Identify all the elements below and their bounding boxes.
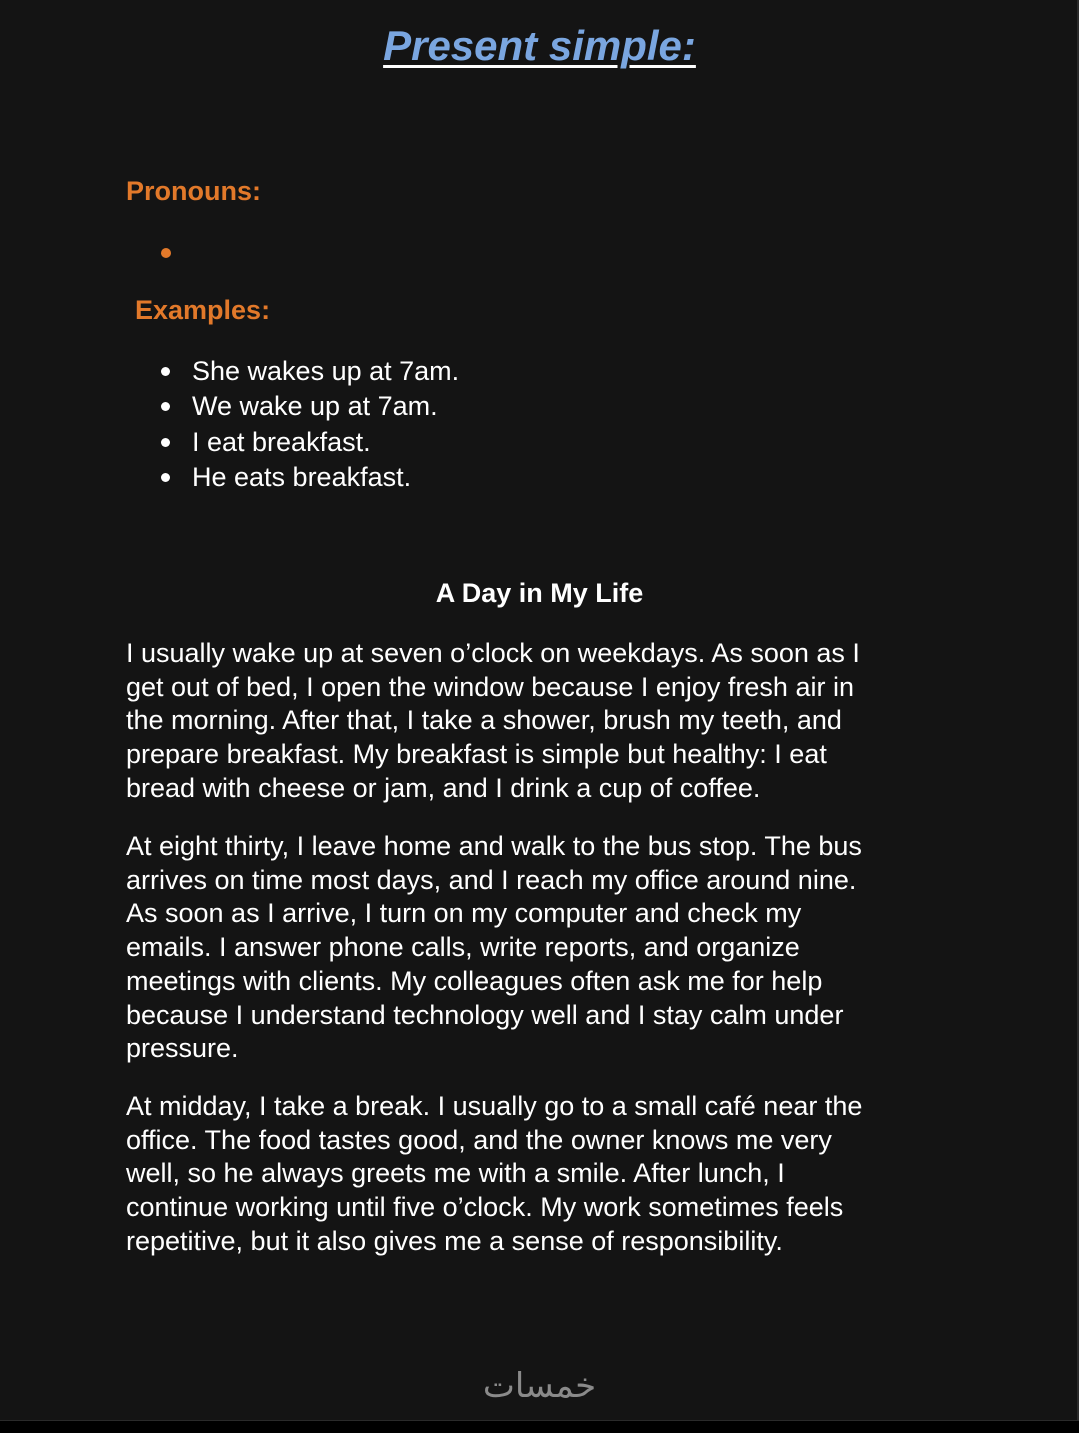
text-line: prepare breakfast. My breakfast is simple but healthy: I eat xyxy=(126,739,827,770)
page-title: Present simple: xyxy=(383,22,696,69)
list-item: She wakes up at 7am. xyxy=(160,354,459,389)
text-line: arrives on time most days, and I reach my office around nine. xyxy=(126,864,857,895)
bottom-bar xyxy=(0,1420,1079,1433)
bullet-icon xyxy=(161,402,170,411)
text-line: office. The food tastes good, and the owner knows me very xyxy=(126,1124,832,1155)
text-line: pressure. xyxy=(126,1033,239,1064)
text-line: well, so he always greets me with a smile. After lunch, I xyxy=(126,1158,785,1189)
story-paragraph-1 xyxy=(126,637,926,806)
watermark-logo: خمسات xyxy=(482,1366,597,1406)
text-line: continue working until five o’clock. My work sometimes feels xyxy=(126,1192,844,1223)
list-item: I eat breakfast. xyxy=(160,425,459,460)
text-line: I usually wake up at seven o’clock on weekdays. As soon as I xyxy=(126,638,860,668)
text-line: the morning. After that, I take a shower, brush my teeth, and xyxy=(126,705,842,736)
text-line: because I understand technology well and I stay calm under xyxy=(126,999,844,1030)
examples-list xyxy=(160,354,459,495)
bullet-icon xyxy=(161,438,170,447)
text-line: emails. I answer phone calls, write reports, and organize xyxy=(126,932,800,963)
text-line: At midday, I take a break. I usually go to a small café near the xyxy=(126,1091,863,1121)
text-line: repetitive, but it also gives me a sense of responsibility. xyxy=(126,1225,783,1256)
list-item: We wake up at 7am. xyxy=(160,389,459,424)
examples-heading: Examples: xyxy=(135,295,271,325)
text-line: At eight thirty, I leave home and walk to the bus stop. The bus xyxy=(126,831,862,861)
text-line: As soon as I arrive, I turn on my computer and check my xyxy=(126,898,802,929)
text-line: bread with cheese or jam, and I drink a cup of coffee. xyxy=(126,772,761,803)
pronouns-empty-bullet xyxy=(161,248,171,258)
bullet-icon xyxy=(161,367,170,376)
story-paragraph-3 xyxy=(126,1090,926,1259)
text-line: meetings with clients. My colleagues often ask me for help xyxy=(126,965,823,996)
story-title: A Day in My Life xyxy=(435,578,644,608)
list-item: He eats breakfast. xyxy=(160,460,459,495)
text-line: get out of bed, I open the window because I enjoy fresh air in xyxy=(126,671,854,702)
bullet-icon xyxy=(161,473,170,482)
pronouns-heading: Pronouns: xyxy=(126,176,261,206)
story-paragraph-2 xyxy=(126,830,926,1066)
